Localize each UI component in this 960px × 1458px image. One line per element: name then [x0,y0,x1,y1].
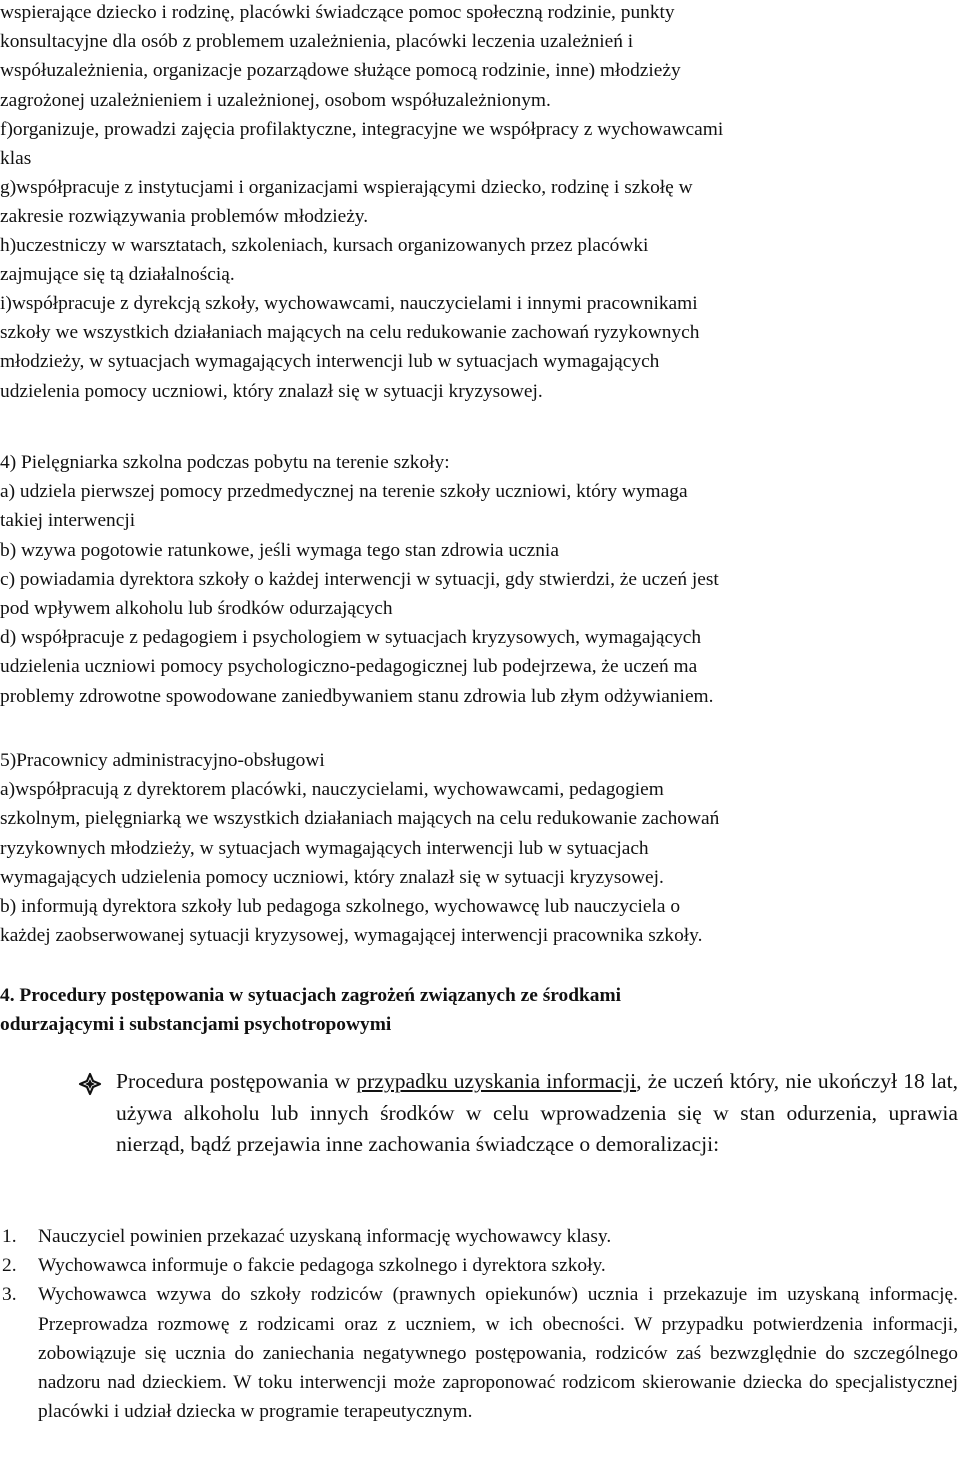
text-line: konsultacyjne dla osób z problemem uzależnienia, placówki leczenia uzależnień i [0,31,634,53]
text-line: klas [0,148,32,170]
text-line: h)uczestniczy w warsztatach, szkoleniach, kursach organizowanych przez placówki [0,235,649,256]
text-line: a) udziela pierwszej pomocy przedmedycznej na terenie szkoły uczniowi, który wymaga [0,481,688,503]
text-line: wymagających udzielenia pomocy uczniowi, który znalazł się w sytuacji kryzysowej. [0,866,664,888]
section-school-nurse [0,448,958,711]
list-item-f [0,115,958,173]
procedure-steps [0,1222,958,1426]
procedure-title-part: , że uczeń który, nie ukończył 18 lat, używa alkoholu lub innych środków w celu wprowadzenia się w stan odurzenia, uprawia nierząd, bądź przejawia inne zachowania świadczące o demoralizacji: [116,1069,958,1157]
list-item [0,1280,958,1426]
section-heading: 5)Pracownicy administracyjno-obsługowi [0,750,325,771]
list-item-i [0,289,958,406]
text-line: wspierające dziecko i rodzinę, placówki świadczące pomoc społeczną rodzinie, punkty [0,2,675,23]
text-line: udzielenia pomocy uczniowi, który znalazł się w sytuacji kryzysowej. [0,380,543,402]
text-line: a)współpracują z dyrektorem placówki, nauczycielami, wychowawcami, pedagogiem [0,779,664,801]
text-line: udzielenia uczniowi pomocy psychologiczno-pedagogicznej lub podejrzewa, że uczeń ma [0,656,698,678]
list-item-g [0,173,958,231]
heading-line: 4. Procedury postępowania w sytuacjach zagrożeń związanych ze środkami [0,985,621,1006]
diamond-bullet-icon [78,1072,102,1096]
underlined-phrase: przypadku uzyskania informacji [356,1069,637,1093]
text-line: problemy zdrowotne spowodowane zaniedbywaniem stanu zdrowia lub złym odżywianiem. [0,685,714,707]
heading-line: odurzającymi i substancjami psychotropowymi [0,1014,392,1036]
procedure-title-bullet [78,1066,958,1161]
text-line: zagrożonej uzależnieniem i uzależnionej, osobom współuzależnionym. [0,89,551,111]
text-line: b) wzywa pogotowie ratunkowe, jeśli wymaga tego stan zdrowia ucznia [0,539,559,561]
step-number: 3. [2,1284,17,1306]
text-line: współuzależnienia, organizacje pozarządowe służące pomocą rodzinie, inne) młodzieży [0,60,681,82]
section-admin-staff [0,746,958,950]
text-line: szkoły we wszystkich działaniach mających na celu redukowanie zachowań ryzykownych [0,322,700,344]
text-line: młodzieży, w sytuacjach wymagających interwencji lub w sytuacjach wymagających [0,351,660,373]
text-line: i)współpracuje z dyrekcją szkoły, wychowawcami, nauczycielami i innymi pracownikami [0,293,698,314]
list-item [0,1251,958,1280]
text-line: każdej zaobserwowanej sytuacji kryzysowej, wymagającej interwencji pracownika szkoły. [0,925,703,947]
step-text: Nauczyciel powinien przekazać uzyskaną informację wychowawcy klasy. [38,1226,612,1247]
text-line: zakresie rozwiązywania problemów młodzieży. [0,206,369,228]
text-line: szkolnym, pielęgniarką we wszystkich działaniach mających na celu redukowanie zachowań [0,808,720,830]
step-text: Wychowawca informuje o fakcie pedagoga szkolnego i dyrektora szkoły. [38,1255,606,1277]
text-line: d) współpracuje z pedagogiem i psychologiem w sytuacjach kryzysowych, wymagających [0,627,702,649]
text-line: f)organizuje, prowadzi zajęcia profilaktyczne, integracyjne we współpracy z wychowawcami [0,119,724,140]
text-line: g)współpracuje z instytucjami i organizacjami wspierającymi dziecko, rodzinę i szkołę w [0,177,693,198]
text-line: takiej interwencji [0,510,136,532]
text-line: b) informują dyrektora szkoły lub pedagoga szkolnego, wychowawcę lub nauczyciela o [0,896,681,918]
list-item-h [0,231,958,289]
step-number: 1. [2,1226,17,1247]
step-number: 2. [2,1255,17,1277]
step-text: Wychowawca wzywa do szkoły rodziców (prawnych opiekunów) ucznia i przekazuje im uzyskaną informację. Przeprowadza rozmowę z rodzicami oraz z uczniem, w ich obecności. W przypadku potwierdzenia informacji, zobowiązuje się ucznia do zaniechania negatywnego postępowania, rodziców zaś bezwzględnie do szczególnego nadzoru nad dzieckiem. W toku interwencji może zaproponować rodzicom skierowanie dziecka do specjalistycznej placówki i udział dziecka w programie terapeutycznym. [38,1284,958,1423]
section-4-heading [0,981,958,1039]
text-line: ryzykownych młodzieży, w sytuacjach wymagających interwencji lub w sytuacjach [0,837,649,859]
list-item [0,1222,958,1251]
section-heading: 4) Pielęgniarka szkolna podczas pobytu na terenie szkoły: [0,452,450,473]
text-line: zajmujące się tą działalnością. [0,264,235,286]
text-line: c) powiadamia dyrektora szkoły o każdej interwencji w sytuacji, gdy stwierdzi, że uczeń jest [0,568,719,590]
procedure-title [116,1066,958,1161]
paragraph-support-institutions [0,0,958,115]
procedure-title-part: Procedura postępowania w [116,1069,357,1093]
text-line: pod wpływem alkoholu lub środków odurzających [0,598,393,620]
